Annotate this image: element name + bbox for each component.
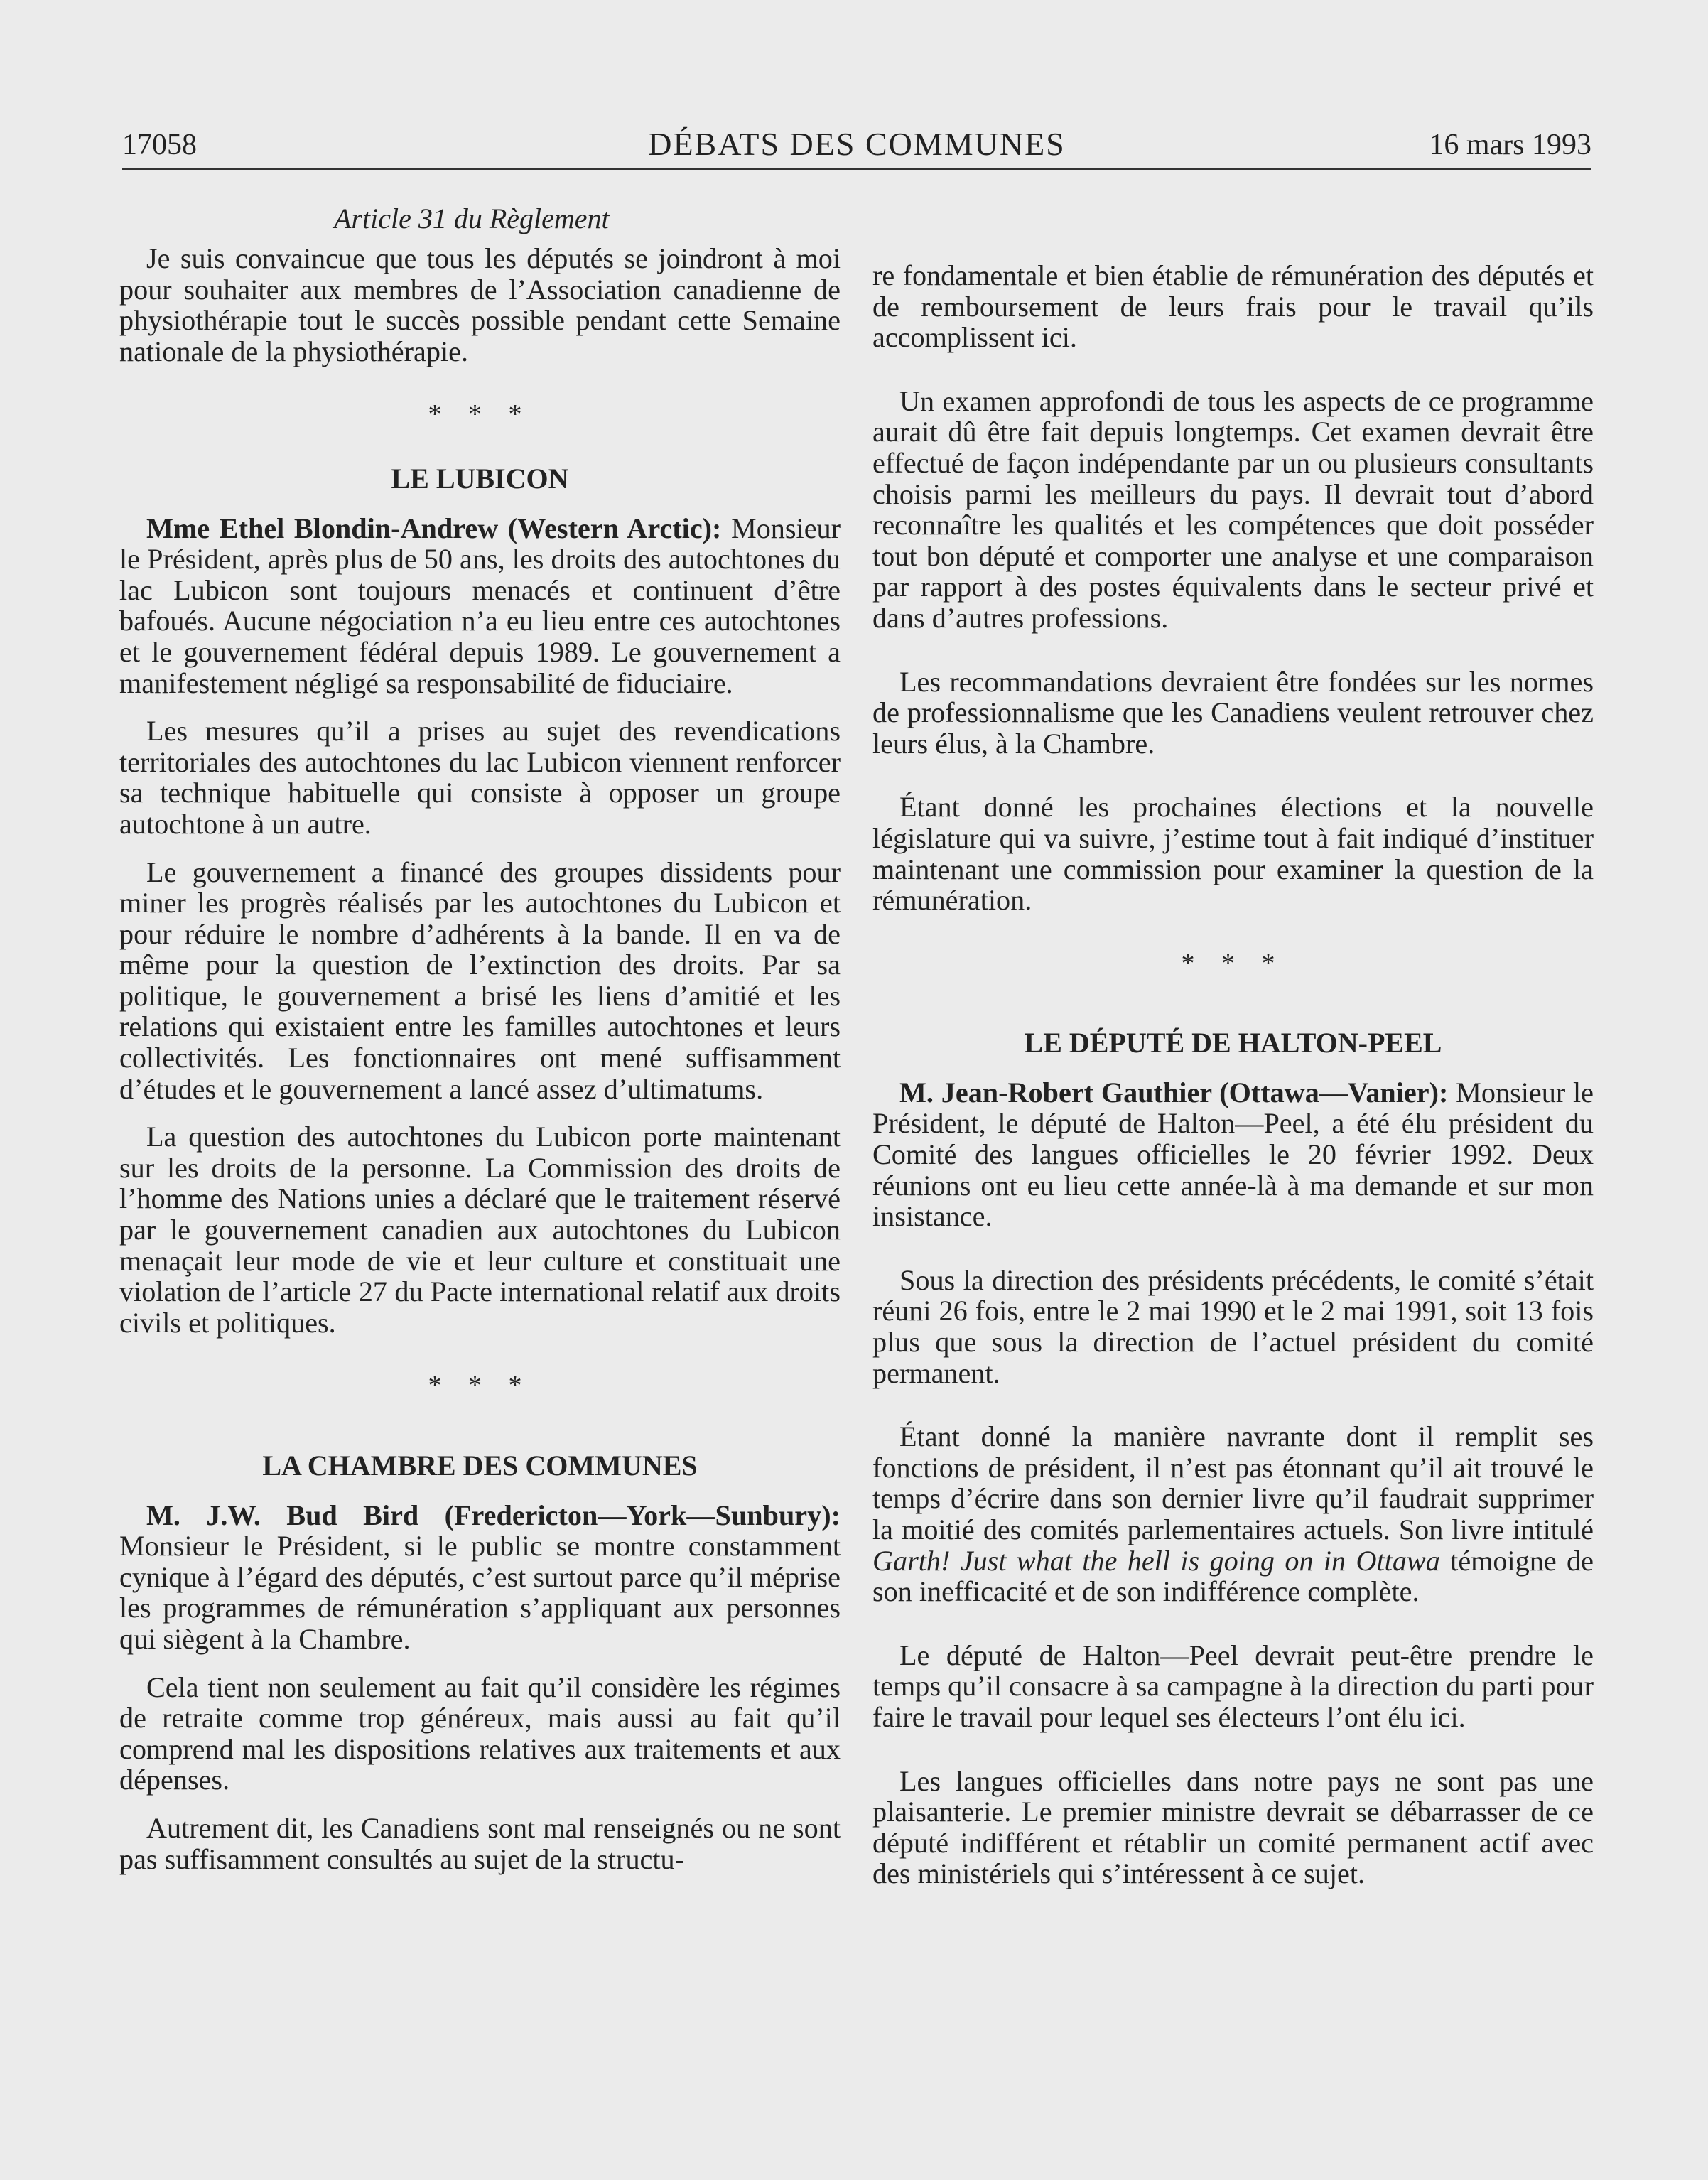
paragraph: Les mesures qu’il a prises au sujet des revendications territoriales des autochtones du lac Lubicon viennent renforcer sa technique habituelle qui consiste à opposer un groupe autochtone à un autre.: [119, 715, 841, 840]
section-separator: * * *: [1181, 948, 1285, 978]
paragraph: La question des autochtones du Lubicon porte maintenant sur les droits de la personne. La Commission des droits de l’homme des Nations unies a déclaré que le traitement réservé par le gouvernement canadien aux autochtones du Lubicon menaçait leur mode de vie et leur culture et constituait une violation de l’article 27 du Pacte international relatif aux droits civils et politiques.: [119, 1121, 841, 1339]
paragraph: Étant donné les prochaines élections et la nouvelle législature qui va suivre, j’estime tout à fait indiqué d’instituer maintenant une commission pour examiner la question de la rémunération.: [872, 791, 1594, 917]
section-separator: * * *: [428, 399, 532, 430]
page-number: 17058: [122, 129, 197, 161]
paragraph: Un examen approfondi de tous les aspects de ce programme aurait dû être fait depuis longtemps. Cet examen devrait être effectué de façon indépendante par un ou plusieurs consultants choisis parmi les meilleurs du pays. Il devrait tout d’abord reconnaître les qualités et les compétences que doit posséder tout bon député et comporter une analyse et une comparaison par rapport à des postes équivalents dans le secteur privé et dans d’autres professions.: [872, 384, 1594, 634]
paragraph: [872, 1421, 1594, 1607]
speaker-name: M. Jean-Robert Gauthier (Ottawa—Vanier):: [899, 1076, 1449, 1108]
paragraph-text: Étant donné la manière navrante dont il remplit ses fonctions de président, il n’est pas étonnant qu’il ait trouvé le temps d’écrire dans son dernier livre qu’il faudrait supprimer la moitié des comités parlementaires actuels. Son livre intitulé: [872, 1420, 1594, 1545]
right-column: [872, 260, 1594, 1922]
paragraph-text: Monsieur le Président, après plus de 50 ans, les droits des autochtones du lac Lubicon sont toujours menacés et continuent d’être bafoués. Aucune négociation n’a eu lieu entre ces autochtones et le gouvernement fédéral depuis 1989. Le gouvernement a manifestement négligé sa responsabilité de fiduciaire.: [119, 512, 841, 699]
paragraph-text: Monsieur le Président, si le public se montre constamment cynique à l’égard des députés, c’est surtout parce qu’il méprise les programmes de rémunération s’appliquant aux personnes qui siègent à la Chambre.: [119, 1530, 841, 1655]
paragraph-text: témoigne de son inefficacité et de son indifférence complète.: [872, 1544, 1594, 1608]
paragraph-text: Monsieur le Président, le député de Halton—Peel, a été élu président du Comité des langues officielles le 20 février 1992. Deux réunions ont eu lieu cette année-là à ma demande et sur mon insistance.: [872, 1076, 1594, 1233]
intro-paragraph: Je suis convaincue que tous les députés se joindront à moi pour souhaiter aux membres de l’Association canadienne de physiothérapie tout le succès possible pendant cette Semaine nationale de la physiothérapie.: [119, 242, 841, 367]
page-date: 16 mars 1993: [1429, 129, 1591, 161]
publication-title: DÉBATS DES COMMUNES: [648, 126, 1066, 162]
running-head: Article 31 du Règlement: [334, 203, 610, 234]
paragraph: Cela tient non seulement au fait qu’il considère les régimes de retraite comme trop généreux, mais aussi au fait qu’il comprend mal les dispositions relatives aux traitements et aux dépenses.: [119, 1671, 841, 1796]
paragraph: Sous la direction des présidents précédents, le comité s’était réuni 26 fois, entre le 2 mai 1990 et le 2 mai 1991, soit 13 fois plus que sous la direction de l’actuel président du comité permanent.: [872, 1263, 1594, 1389]
section-title-halton-peel: LE DÉPUTÉ DE HALTON-PEEL: [1024, 1027, 1442, 1059]
paragraph: [872, 1077, 1594, 1232]
paragraph: Les recommandations devraient être fondées sur les normes de professionnalisme que les Canadiens veulent retrouver chez leurs élus, à la Chambre.: [872, 665, 1594, 760]
section-title-chambre: LA CHAMBRE DES COMMUNES: [262, 1450, 698, 1482]
paragraph: Les langues officielles dans notre pays ne sont pas une plaisanterie. Le premier ministre devrait se débarrasser de ce député indifférent et rétablir un comité permanent actif avec des ministériels qui s’intéressent à ce sujet.: [872, 1764, 1594, 1890]
paragraph: Le député de Halton—Peel devrait peut-être prendre le temps qu’il consacre à sa campagne à la direction du parti pour faire le travail pour lequel ses électeurs l’ont élu ici.: [872, 1639, 1594, 1733]
page-header: [122, 125, 1591, 171]
paragraph: Le gouvernement a financé des groupes dissidents pour miner les progrès réalisés par les autochtones du Lubicon et pour réduire le nombre d’adhérents à la bande. Il en va de même pour la question de l’extinction des droits. Par sa politique, le gouvernement a brisé les liens d’amitié et les relations qui existaient entre les familles autochtones et leurs collectivités. Les fonctionnaires ont mené suffisamment d’études et le gouvernement a lancé assez d’ultimatums.: [119, 856, 841, 1105]
paragraph: Autrement dit, les Canadiens sont mal renseignés ou ne sont pas suffisamment consultés au sujet de la structu-: [119, 1811, 841, 1875]
header-rule: [122, 168, 1591, 170]
continuation-paragraph: re fondamentale et bien établie de rémunération des députés et de remboursement de leurs frais pour le travail qu’ils accomplissent ici.: [872, 259, 1594, 354]
speaker-name: Mme Ethel Blondin-Andrew (Western Arctic):: [146, 512, 722, 544]
speaker-name: M. J.W. Bud Bird (Fredericton—York—Sunbury):: [146, 1499, 841, 1531]
left-column: [119, 203, 841, 1892]
paragraph: [119, 1500, 841, 1655]
section-title-lubicon: LE LUBICON: [391, 462, 569, 495]
book-title: Garth! Just what the hell is going on in Ottawa: [872, 1544, 1440, 1577]
paragraph: [119, 513, 841, 699]
section-separator: * * *: [428, 1371, 532, 1401]
